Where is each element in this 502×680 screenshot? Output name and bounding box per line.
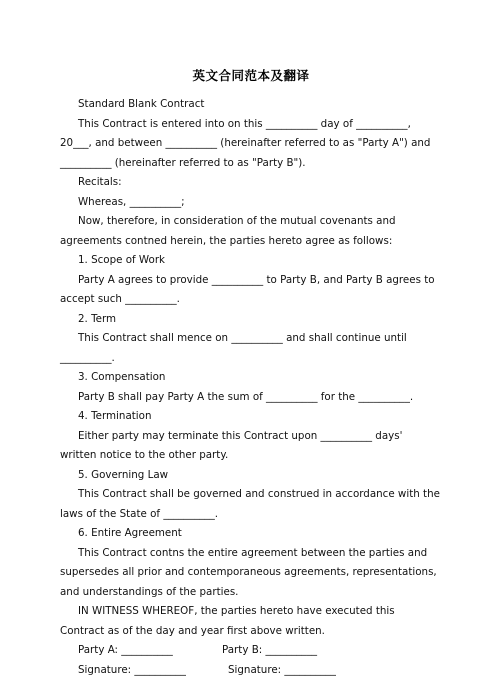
whereas-paragraph: Whereas, __________; (60, 193, 442, 213)
section-body-termination: Either party may terminate this Contract upon __________ days' written notice to the other party. (60, 427, 442, 466)
witness-paragraph: IN WITNESS WHEREOF, the parties hereto have executed this Contract as of the day and year first above written. (60, 602, 442, 641)
party-line (60, 641, 442, 661)
document-title: 英文合同范本及翻译 (0, 66, 502, 84)
recitals-heading: Recitals: (60, 173, 442, 193)
contract-heading: Standard Blank Contract (60, 95, 442, 115)
signature-a-field: Signature: __________ (78, 664, 186, 676)
party-a-field: Party A: __________ (78, 644, 173, 656)
section-heading-scope: 1. Scope of Work (60, 251, 442, 271)
section-body-entire-agreement: This Contract contns the entire agreement between the parties and supersedes all prior and contemporaneous agreements, representations, and understandings of the parties. (60, 544, 442, 603)
signature-line (60, 661, 442, 680)
party-b-field: Party B: __________ (222, 641, 317, 661)
section-heading-governing-law: 5. Governing Law (60, 466, 442, 486)
section-heading-entire-agreement: 6. Entire Agreement (60, 524, 442, 544)
section-body-governing-law: This Contract shall be governed and construed in accordance with the laws of the State of __________. (60, 485, 442, 524)
section-body-compensation: Party B shall pay Party A the sum of __________ for the __________. (60, 388, 442, 408)
signature-b-field: Signature: __________ (228, 661, 336, 680)
section-heading-termination: 4. Termination (60, 407, 442, 427)
section-body-term: This Contract shall mence on __________ and shall continue until __________. (60, 329, 442, 368)
section-body-scope: Party A agrees to provide __________ to Party B, and Party B agrees to accept such __________. (60, 271, 442, 310)
agreement-paragraph: Now, therefore, in consideration of the mutual covenants and agreements contned herein, the parties hereto agree as follows: (60, 212, 442, 251)
contract-body (60, 95, 442, 680)
preamble-paragraph: This Contract is entered into on this __________ day of __________, 20___, and between __________ (hereinafter referred to as "Party A") and __________ (hereinafter referred to as "Party B"). (60, 115, 442, 174)
section-heading-compensation: 3. Compensation (60, 368, 442, 388)
section-heading-term: 2. Term (60, 310, 442, 330)
